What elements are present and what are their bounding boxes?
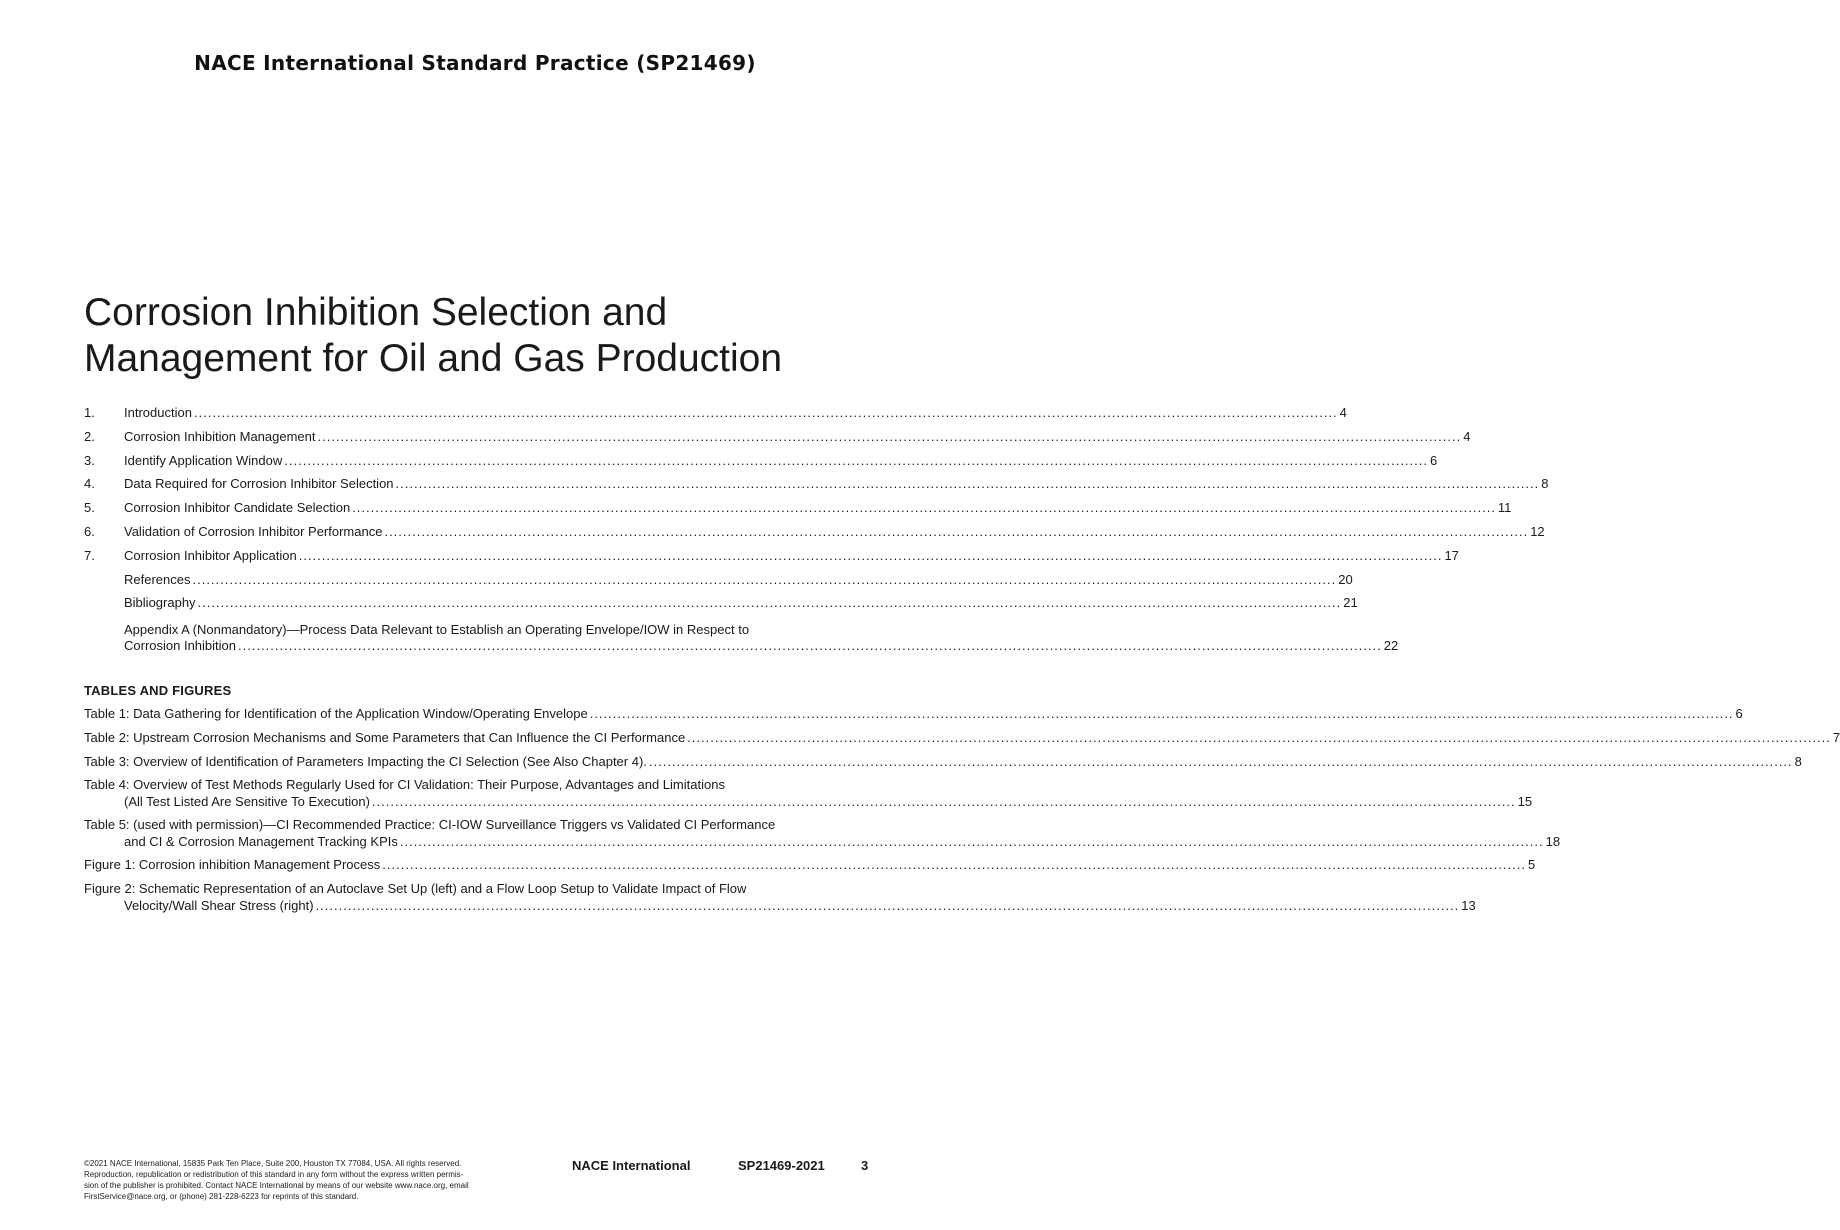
page-header-title: NACE International Standard Practice (SP21469) xyxy=(194,51,756,75)
toc-entry-page: 8 xyxy=(1541,476,1549,492)
toc-entry-label-cont: and CI & Corrosion Management Tracking KPIs xyxy=(124,833,398,849)
dot-leader xyxy=(400,834,1544,851)
toc-entry-label: Table 5: (used with permission)—CI Recommended Practice: CI-IOW Surveillance Triggers vs Validated CI Performance xyxy=(84,817,776,833)
toc-entry-page: 4 xyxy=(1463,428,1471,444)
toc-entry-number: 2. xyxy=(84,428,95,444)
toc-entry-label: Figure 2: Schematic Representation of an Autoclave Set Up (left) and a Flow Loop Setup to Validate Impact of Flow xyxy=(84,881,747,897)
toc-entry-page: 6 xyxy=(1430,452,1438,468)
toc-entry-page: 20 xyxy=(1338,571,1353,587)
toc-entry-label: Introduction xyxy=(124,405,192,420)
toc-entry-table-5[interactable] xyxy=(84,817,1561,850)
toc-entry-page: 12 xyxy=(1530,523,1545,539)
toc-entry-page: 18 xyxy=(1545,833,1561,849)
toc-entry-number: 1. xyxy=(84,405,95,420)
dot-leader xyxy=(384,524,1528,539)
dot-leader xyxy=(198,595,1342,610)
dot-leader xyxy=(372,794,1516,811)
toc-entry-label: Figure 1: Corrosion inhibition Management Process xyxy=(84,857,381,873)
toc-entry-label: Table 3: Overview of Identification of Parameters Impacting the CI Selection (See Also Chapter 4). xyxy=(84,753,647,769)
toc-entry-label: Appendix A (Nonmandatory)—Process Data Relevant to Establish an Operating Envelope/IOW in Respect to xyxy=(124,622,750,638)
toc-entry-table-1[interactable] xyxy=(84,706,1743,730)
toc-entry-label-cont: Velocity/Wall Shear Stress (right) xyxy=(124,897,314,913)
document-title xyxy=(84,290,884,382)
dot-leader xyxy=(299,548,1443,563)
toc-entry-number: 3. xyxy=(84,452,95,468)
toc-entry-label: Corrosion Inhibitor Candidate Selection xyxy=(124,500,351,516)
toc-entry-label: Table 1: Data Gathering for Identification of the Application Window/Operating Envelope xyxy=(84,706,588,721)
toc-entry-validation[interactable] xyxy=(84,523,1545,548)
dot-leader xyxy=(352,500,1496,515)
toc-entry-bibliography[interactable] xyxy=(84,595,1358,619)
dot-leader xyxy=(238,638,1382,654)
footer-copyright-line: Reproduction, republication or redistribution of this standard in any form without the express written permis- xyxy=(84,1170,464,1179)
toc-entry-page: 21 xyxy=(1343,595,1358,611)
toc-entry-label: Corrosion Inhibitor Application xyxy=(124,547,297,563)
toc-entry-label: Table 4: Overview of Test Methods Regularly Used for CI Validation: Their Purpose, Advantages and Limitations xyxy=(84,777,725,793)
toc-entry-label: Validation of Corrosion Inhibitor Performance xyxy=(124,523,383,539)
dot-leader xyxy=(687,730,1831,745)
toc-entry-figure-2[interactable] xyxy=(84,881,1476,914)
toc-entry-label-cont: (All Test Listed Are Sensitive To Execution) xyxy=(124,793,370,809)
footer-copyright-line: FirstService@nace.org, or (phone) 281-228-6223 for reprints of this standard. xyxy=(84,1192,359,1201)
tables-figures-heading: TABLES AND FIGURES xyxy=(84,683,232,698)
dot-leader xyxy=(192,572,1336,587)
toc-entry-page: 17 xyxy=(1444,547,1459,563)
footer-copyright-notice xyxy=(84,1158,544,1202)
toc-entry-inhibitor-application[interactable] xyxy=(84,547,1459,572)
toc-entry-label: Data Required for Corrosion Inhibitor Selection xyxy=(124,476,394,492)
toc-entry-data-required[interactable] xyxy=(84,476,1549,500)
dot-leader xyxy=(284,453,1428,468)
toc-entry-number: 7. xyxy=(84,547,95,563)
toc-entry-page: 5 xyxy=(1528,857,1536,873)
dot-leader xyxy=(382,857,1526,872)
toc-entry-corrosion-inhibition-management[interactable] xyxy=(84,428,1471,453)
document-title-line-2: Management for Oil and Gas Production xyxy=(84,337,783,380)
toc-entry-label: Corrosion Inhibition Management xyxy=(124,428,316,444)
toc-entry-number: 4. xyxy=(84,476,95,492)
toc-entry-label: Bibliography xyxy=(124,595,196,611)
dot-leader xyxy=(318,429,1462,444)
toc-entry-page: 7 xyxy=(1832,729,1840,745)
dot-leader xyxy=(194,405,1338,420)
toc-entry-page: 8 xyxy=(1794,753,1802,769)
toc-entry-references[interactable] xyxy=(84,571,1353,596)
toc-entry-page: 15 xyxy=(1517,793,1533,809)
footer-page-number: 3 xyxy=(861,1158,869,1173)
dot-leader xyxy=(396,476,1540,491)
toc-entry-page: 11 xyxy=(1497,500,1512,516)
footer-copyright-line: ©2021 NACE International, 15835 Park Ten Place, Suite 200, Houston TX 77084, USA. All rights reserved. xyxy=(84,1159,462,1168)
toc-entry-appendix-a[interactable] xyxy=(84,619,1399,654)
toc-entry-number: 6. xyxy=(84,523,95,539)
table-of-contents xyxy=(84,405,1549,654)
toc-entry-number: 5. xyxy=(84,500,95,516)
dot-leader xyxy=(316,898,1460,915)
document-title-line-1: Corrosion Inhibition Selection and xyxy=(84,291,668,334)
toc-entry-label: Identify Application Window xyxy=(124,452,283,468)
footer-copyright-line: sion of the publisher is prohibited. Contact NACE International by means of our website www.nace.org, email xyxy=(84,1181,469,1190)
toc-entry-figure-1[interactable] xyxy=(84,857,1536,881)
toc-entry-table-4[interactable] xyxy=(84,777,1533,810)
toc-entry-introduction[interactable] xyxy=(84,405,1347,429)
tables-figures-list xyxy=(84,706,1840,921)
toc-entry-identify-application-window[interactable] xyxy=(84,452,1438,477)
dot-leader xyxy=(649,754,1793,769)
toc-entry-page: 22 xyxy=(1383,638,1399,654)
toc-entry-label: References xyxy=(124,571,191,587)
footer-document-code: SP21469-2021 xyxy=(738,1158,825,1173)
dot-leader xyxy=(590,706,1734,721)
toc-entry-page: 13 xyxy=(1461,897,1476,913)
toc-entry-page: 4 xyxy=(1339,405,1347,420)
toc-entry-candidate-selection[interactable] xyxy=(84,500,1512,524)
toc-entry-page: 6 xyxy=(1735,706,1743,721)
toc-entry-label-cont: Corrosion Inhibition xyxy=(124,638,237,654)
toc-entry-table-3[interactable] xyxy=(84,753,1802,778)
toc-entry-table-2[interactable] xyxy=(84,729,1840,754)
footer-organization: NACE International xyxy=(572,1158,691,1173)
toc-entry-label: Table 2: Upstream Corrosion Mechanisms and Some Parameters that Can Influence the CI Performance xyxy=(84,729,686,745)
